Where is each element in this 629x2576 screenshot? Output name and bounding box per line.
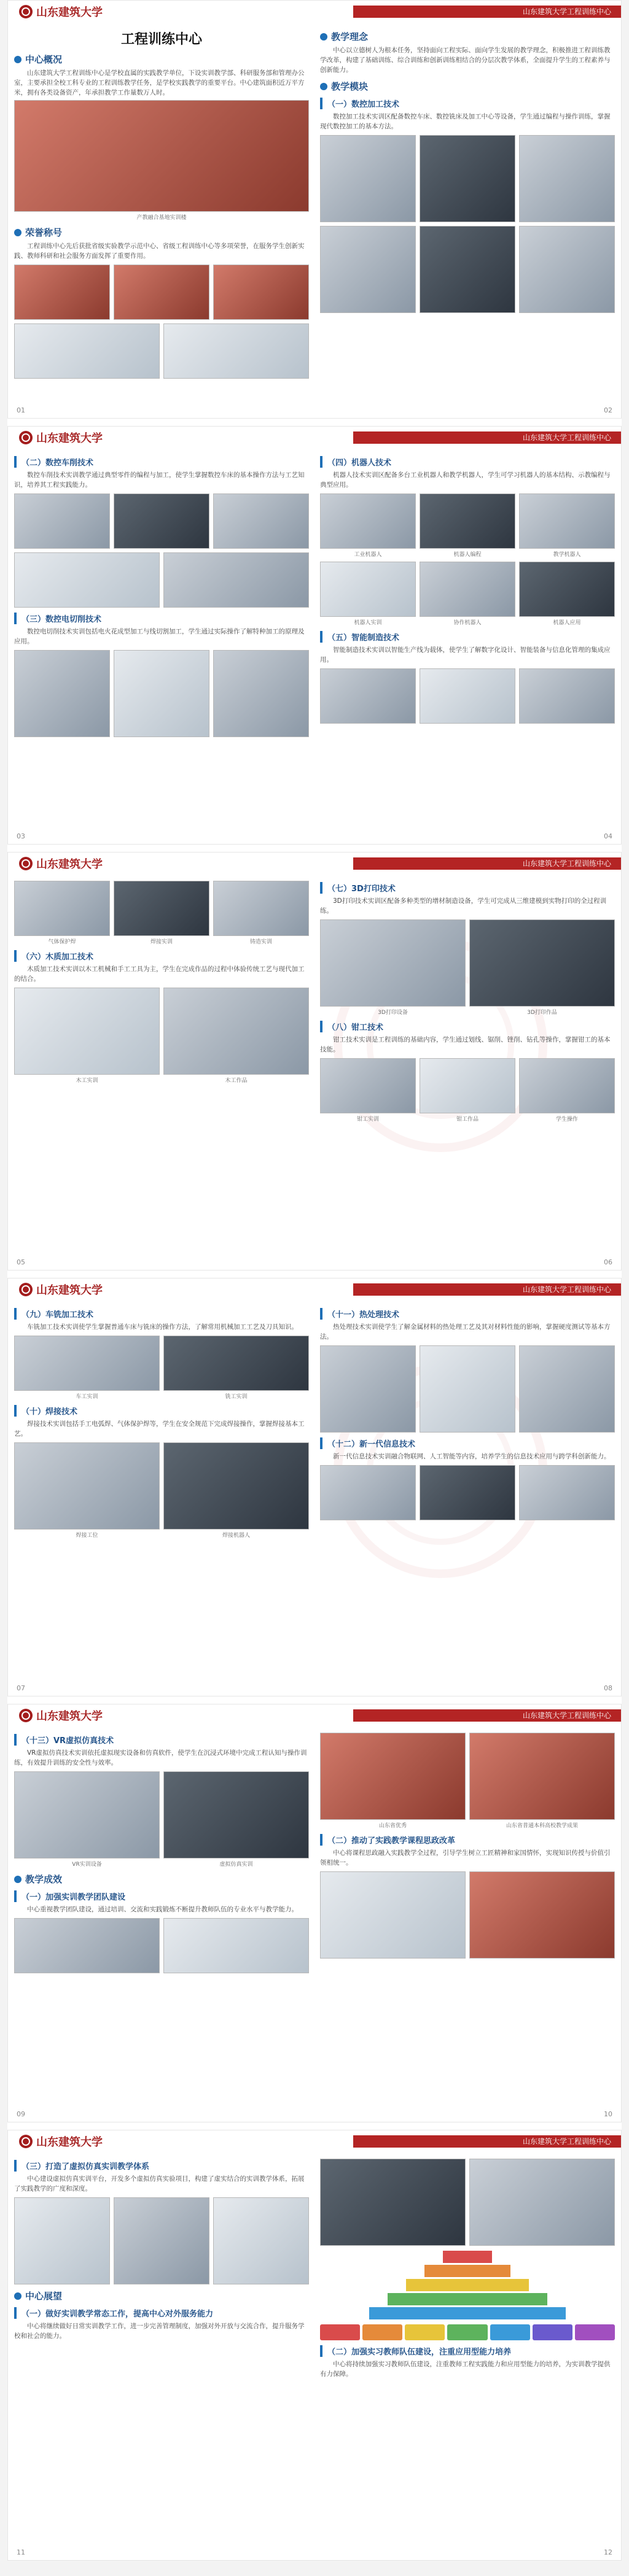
color-block (405, 2324, 445, 2340)
bullet-icon (14, 229, 21, 236)
seal-icon (19, 857, 33, 870)
paragraph: 热处理技术实训使学生了解金属材料的热处理工艺及其对材料性能的影响，掌握硬度测试等基本方法。 (320, 1323, 611, 1340)
image-row (320, 919, 615, 1016)
robot-photo (320, 493, 416, 549)
robot-photo (519, 562, 615, 617)
sub-heading: （十二）新一代信息技术 (320, 1437, 615, 1449)
welding-robot-photo (163, 1442, 309, 1530)
paragraph: 3D打印技术实训区配备多种类型的增材制造设备，学生可完成从三维建模到实物打印的全过程训练。 (320, 897, 607, 915)
header-band: 山东建筑大学工程训练中心 (353, 1283, 621, 1296)
screenshot-photo (320, 1871, 466, 1959)
paragraph: 中心重视教学团队建设，通过培训、交流和实践锻炼不断提升教师队伍的专业水平与教学能力。 (27, 1906, 298, 1913)
welding-photo (14, 1442, 160, 1530)
header-band: 山东建筑大学工程训练中心 (353, 857, 621, 870)
certificate-photo (163, 323, 309, 379)
page-left (14, 25, 309, 412)
caption: 木工实训 (76, 1078, 98, 1084)
workshop-photo (420, 135, 515, 222)
paragraph: 中心建设虚拟仿真实训平台，开发多个虚拟仿真实验项目，构建了虚实结合的实训教学体系，拓展了实践教学的广度和深度。 (14, 2175, 305, 2192)
fitter-photo (519, 1058, 615, 1113)
machine-photo (519, 226, 615, 313)
sub-heading: （一）加强实训教学团队建设 (14, 1890, 309, 1902)
page-number: 09 (17, 2110, 25, 2118)
spread-4 (7, 1278, 622, 1696)
caption: 山东省普通本科高校教学成果 (506, 1823, 578, 1829)
page-right (320, 2155, 615, 2554)
logo: 山东建筑大学 (19, 856, 103, 871)
image-row (14, 1918, 309, 1973)
team-photo (14, 1918, 160, 1973)
page-number: 02 (604, 406, 612, 414)
page-right (320, 451, 615, 838)
sub-heading: （二）数控车削技术 (14, 456, 309, 468)
header-band: 山东建筑大学工程训练中心 (353, 1709, 621, 1722)
sub-heading: （九）车铣加工技术 (14, 1308, 309, 1320)
honor-plaque (213, 265, 309, 320)
page-title: 工程训练中心 (120, 31, 202, 47)
image-row (14, 552, 309, 608)
paragraph: 木质加工技术实训以木工机械和手工工具为主，学生在完成作品的过程中体验传统工艺与现代加工的结合。 (14, 965, 305, 983)
pyramid-level (406, 2279, 529, 2291)
seal-icon (19, 5, 33, 18)
simulation-screenshot (213, 2197, 309, 2284)
page-right (320, 25, 615, 412)
page-left (14, 877, 309, 1264)
furnace-photo (320, 1345, 416, 1433)
logo: 山东建筑大学 (19, 430, 103, 445)
robot-photo (420, 562, 515, 617)
image-row (14, 988, 309, 1084)
robot-photo (320, 562, 416, 617)
paragraph: 数控加工技术实训区配备数控车床、数控铣床及加工中心等设备，学生通过编程与操作训练，掌握现代数控加工的基本方法。 (320, 113, 611, 130)
bullet-icon (14, 56, 21, 63)
header-band: 山东建筑大学工程训练中心 (353, 431, 621, 444)
caption: 气体保护焊 (48, 939, 76, 945)
seal-icon (19, 431, 33, 444)
page-number: 06 (604, 1258, 612, 1266)
caption: VR实训设备 (72, 1862, 102, 1868)
spread-5 (7, 1704, 622, 2122)
page-number: 07 (17, 1684, 25, 1692)
paragraph: 中心将课程思政融入实践教学全过程，引导学生树立工匠精神和家国情怀，实现知识传授与价值引领相统一。 (320, 1849, 611, 1866)
caption: 工业机器人 (354, 552, 382, 558)
lab-photo (519, 1465, 615, 1520)
caption: 3D打印设备 (378, 1010, 408, 1016)
pyramid-level (369, 2307, 566, 2319)
paragraph: VR虚拟仿真技术实训依托虚拟现实设备和仿真软件，使学生在沉浸式环境中完成工程认知与操作训练，有效提升训练的安全性与效率。 (14, 1749, 307, 1766)
furnace-photo (420, 1345, 515, 1433)
award-photo (320, 1733, 466, 1820)
workshop-photo (320, 135, 416, 222)
caption: 车工实训 (76, 1394, 98, 1400)
page-left (14, 1303, 309, 1690)
caption: 铣工实训 (225, 1394, 248, 1400)
section-heading: 教学理念 (320, 30, 615, 43)
caption: 3D打印作品 (527, 1010, 557, 1016)
lathe-photo (14, 493, 110, 549)
image-row (320, 493, 615, 558)
header (8, 853, 621, 875)
spread-6 (7, 2130, 622, 2561)
caption: 机器人编程 (453, 552, 482, 558)
image-row (320, 1345, 615, 1433)
page-number: 11 (17, 2548, 25, 2556)
color-block (320, 2324, 360, 2340)
pyramid-level (424, 2265, 510, 2277)
sub-heading: （十）焊接技术 (14, 1405, 309, 1417)
award-photo (469, 1733, 615, 1820)
certificate-photo (14, 323, 160, 379)
image-row (14, 265, 309, 320)
printer-photo (469, 919, 615, 1007)
team-photo (163, 1918, 309, 1973)
image-row (320, 135, 615, 222)
caption: 机器人实训 (354, 620, 382, 626)
seal-icon (19, 1709, 33, 1722)
color-block (533, 2324, 572, 2340)
sub-heading: （三）数控电切削技术 (14, 613, 309, 624)
caption: 钳工实训 (356, 1116, 379, 1123)
logo: 山东建筑大学 (19, 4, 103, 19)
page-left (14, 1729, 309, 2116)
sub-heading: （六）木质加工技术 (14, 950, 309, 962)
edm-photo (114, 650, 209, 737)
caption: 产教融合基地实训楼 (136, 215, 187, 221)
sub-heading: （二）加强实习教师队伍建设，注重应用型能力培养 (320, 2345, 615, 2357)
color-block (362, 2324, 402, 2340)
page-number: 05 (17, 1258, 25, 1266)
honor-plaque (14, 265, 110, 320)
lab-photo (320, 1465, 416, 1520)
header (8, 1704, 621, 1727)
poster-photo (469, 1871, 615, 1959)
image-row (14, 493, 309, 549)
hardness-tester-photo (519, 1345, 615, 1433)
paragraph: 中心将持续加强实习教师队伍建设，注重教师工程实践能力和应用型能力的培养，为实训教学提供有力保障。 (320, 2361, 611, 2378)
fitter-photo (320, 1058, 416, 1113)
fitter-photo (420, 1058, 515, 1113)
seal-icon (19, 1283, 33, 1296)
image-row (320, 562, 615, 626)
bullet-icon (14, 2292, 21, 2300)
simulation-screenshot (14, 2197, 110, 2284)
platform-photo (469, 2159, 615, 2246)
image-row (320, 1733, 615, 1829)
paragraph: 机器人技术实训区配备多台工业机器人和教学机器人，学生可学习机器人的基本结构、示教编程与典型应用。 (320, 471, 611, 489)
image-row (320, 1871, 615, 1959)
page-number: 04 (604, 832, 612, 840)
section-heading: 教学模块 (320, 80, 615, 93)
caption: 钳工作品 (456, 1116, 479, 1123)
lathe-photo (114, 493, 209, 549)
sub-heading: （一）数控加工技术 (320, 98, 615, 109)
simulation-screenshot (114, 2197, 209, 2284)
sub-heading: （五）智能制造技术 (320, 631, 615, 643)
image-row (14, 650, 309, 737)
caption: 焊接工位 (76, 1533, 98, 1539)
page-left (14, 2155, 309, 2554)
image-row (320, 1058, 615, 1123)
logo: 山东建筑大学 (19, 1282, 103, 1297)
image-row (14, 1336, 309, 1400)
page-right (320, 1729, 615, 2116)
logo: 山东建筑大学 (19, 1708, 103, 1723)
page-number: 01 (17, 406, 25, 414)
header-band: 山东建筑大学工程训练中心 (353, 6, 621, 18)
color-block (447, 2324, 487, 2340)
bullet-icon (320, 83, 327, 90)
caption: 机器人应用 (553, 620, 581, 626)
section-heading: 教学成效 (14, 1873, 309, 1886)
page-number: 12 (604, 2548, 612, 2556)
pyramid-level (388, 2293, 547, 2305)
color-bar (320, 2324, 615, 2340)
building-photo (14, 100, 309, 212)
lathe-photo (213, 493, 309, 549)
paragraph: 数控电切削技术实训包括电火花成型加工与线切割加工，学生通过实际操作了解特种加工的原理及应用。 (14, 628, 305, 645)
color-block (490, 2324, 530, 2340)
brochure (7, 0, 622, 2561)
image-row (320, 2159, 615, 2246)
paragraph: 山东建筑大学工程训练中心是学校直属的实践教学单位，下设实训教学部、科研服务部和管理办公室，主要承担全校工科专业的工程训练教学任务，是学校实践教学的重要平台。中心建筑面积近万平方米，拥有各类设备资产，年承担教学工作量数万人时。 (14, 69, 305, 96)
page-number: 03 (17, 832, 25, 840)
caption: 协作机器人 (453, 620, 482, 626)
edm-photo (14, 650, 110, 737)
honor-plaque (114, 265, 209, 320)
section-heading: 中心概况 (14, 53, 309, 66)
sub-heading: （八）钳工技术 (320, 1021, 615, 1032)
bullet-icon (14, 1876, 21, 1883)
section-heading: 中心展望 (14, 2289, 309, 2302)
page-right (320, 877, 615, 1264)
printer-photo (320, 919, 466, 1007)
sub-heading: （七）3D打印技术 (320, 882, 615, 894)
welding-photo (114, 881, 209, 936)
page-left (14, 451, 309, 838)
page-right (320, 1303, 615, 1690)
header (8, 2130, 621, 2152)
header-band: 山东建筑大学工程训练中心 (353, 2135, 621, 2148)
production-line-photo (320, 668, 416, 724)
caption: 焊接机器人 (222, 1533, 250, 1539)
caption: 虚拟仿真实训 (219, 1862, 253, 1868)
header (8, 1278, 621, 1301)
level-pyramid (320, 2251, 615, 2319)
page-number: 10 (604, 2110, 612, 2118)
workshop-photo (519, 135, 615, 222)
header (8, 427, 621, 449)
caption: 木工作品 (225, 1078, 248, 1084)
caption: 学生操作 (555, 1116, 578, 1123)
lathe-photo (163, 552, 309, 608)
paragraph: 工程训练中心先后获批省级实验教学示范中心、省级工程训练中心等多项荣誉，在服务学生创新实践、教师科研和社会服务方面发挥了重要作用。 (14, 242, 305, 260)
platform-photo (320, 2159, 466, 2246)
casting-photo (213, 881, 309, 936)
caption: 铸造实训 (249, 939, 272, 945)
spread-2 (7, 426, 622, 845)
paragraph: 新一代信息技术实训融合物联网、人工智能等内容，培养学生的信息技术应用与跨学科创新能力。 (333, 1453, 611, 1460)
robot-photo (420, 493, 515, 549)
woodwork-photo (14, 988, 160, 1075)
production-line-photo (519, 668, 615, 724)
logo: 山东建筑大学 (19, 2134, 103, 2149)
page-number: 08 (604, 1684, 612, 1692)
vr-photo (14, 1771, 160, 1859)
paragraph: 中心以立德树人为根本任务，坚持面向工程实际、面向学生发展的教学理念，积极推进工程训练教学改革，构建了基础训练、综合训练和创新训练相结合的分层次教学体系，全面提升学生的工程素养与创新能力。 (320, 47, 611, 74)
spread-3 (7, 852, 622, 1271)
sub-heading: （四）机器人技术 (320, 456, 615, 468)
caption: 焊接实训 (150, 939, 173, 945)
sub-heading: （一）做好实训教学常态工作，提高中心对外服务能力 (14, 2307, 309, 2319)
paragraph: 钳工技术实训是工程训练的基础内容，学生通过划线、锯削、锉削、钻孔等操作，掌握钳工的基本技能。 (320, 1036, 611, 1053)
caption: 山东省优秀 (378, 1823, 407, 1829)
sub-heading: （二）推动了实践教学课程思政改革 (320, 1834, 615, 1846)
header (8, 1, 621, 23)
caption: 教学机器人 (553, 552, 581, 558)
welding-photo (14, 881, 110, 936)
color-block (575, 2324, 615, 2340)
robot-photo (519, 493, 615, 549)
image-row (14, 1442, 309, 1539)
seal-icon (19, 2135, 33, 2148)
image-row (14, 881, 309, 945)
mill-photo (163, 1336, 309, 1391)
bullet-icon (320, 33, 327, 41)
lathe-photo (14, 1336, 160, 1391)
sub-heading: （十一）热处理技术 (320, 1308, 615, 1320)
lathe-photo (14, 552, 160, 608)
paragraph: 焊接技术实训包括手工电弧焊、气体保护焊等，学生在安全规范下完成焊接操作，掌握焊接基本工艺。 (14, 1420, 305, 1437)
image-row (320, 226, 615, 313)
edm-photo (213, 650, 309, 737)
pyramid-level (443, 2251, 492, 2263)
image-row (14, 1771, 309, 1868)
spread-1 (7, 0, 622, 419)
production-line-photo (420, 668, 515, 724)
lab-photo (420, 1465, 515, 1520)
section-heading: 荣誉称号 (14, 226, 309, 239)
paragraph: 智能制造技术实训以智能生产线为载体，使学生了解数字化设计、智能装备与信息化管理的集成应用。 (320, 646, 611, 663)
image-row (320, 1465, 615, 1520)
sub-heading: （三）打造了虚拟仿真实训教学体系 (14, 2160, 309, 2172)
image-row (14, 2197, 309, 2284)
paragraph: 中心将继续做好日常实训教学工作，进一步完善管理制度，加强对外开放与交流合作，提升服务学校和社会的能力。 (14, 2323, 305, 2340)
machine-photo (320, 226, 416, 313)
paragraph: 车铣加工技术实训使学生掌握普通车床与铣床的操作方法，了解常用机械加工工艺及刀具知识。 (27, 1323, 298, 1331)
machine-photo (420, 226, 515, 313)
paragraph: 数控车削技术实训教学通过典型零件的编程与加工，使学生掌握数控车床的基本操作方法与工艺知识，培养其工程实践能力。 (14, 471, 305, 489)
sub-heading: （十三）VR虚拟仿真技术 (14, 1734, 309, 1746)
woodwork-photo (163, 988, 309, 1075)
vr-photo (163, 1771, 309, 1859)
image-row (320, 668, 615, 724)
image-row (14, 323, 309, 379)
